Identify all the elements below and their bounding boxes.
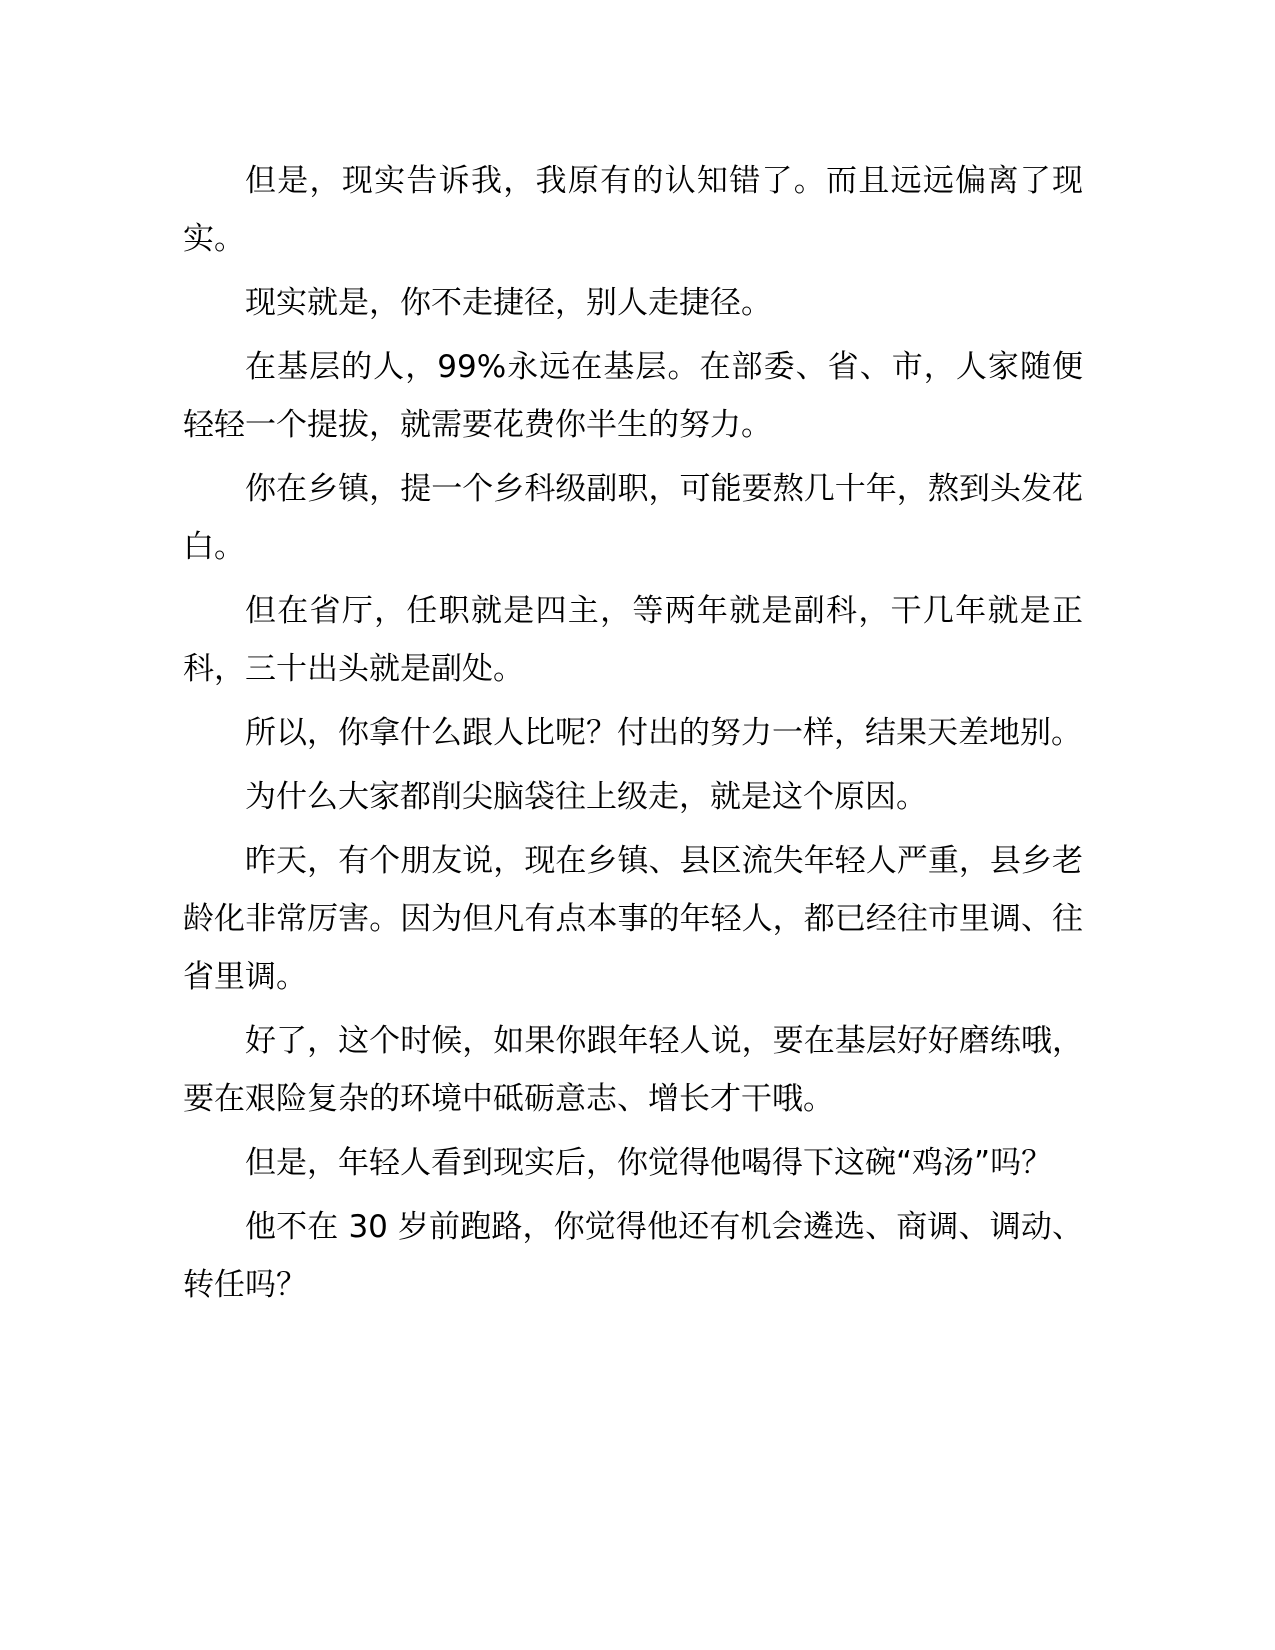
paragraph: 所以，你拿什么跟人比呢？付出的努力一样，结果天差地别。 — [245, 715, 1082, 751]
paragraph: 昨天，有个朋友说，现在乡镇、县区流失年轻人严重，县乡老龄化非常厉害。因为但凡有点本事的年轻人，都已经往市里调、往省里调。 — [183, 843, 1083, 995]
paragraph: 现实就是，你不走捷径，别人走捷径。 — [245, 285, 772, 321]
paragraph: 好了，这个时候，如果你跟年轻人说，要在基层好好磨练哦，要在艰险复杂的环境中砥砺意志、增长才干哦。 — [183, 1023, 1083, 1117]
paragraph: 为什么大家都削尖脑袋往上级走，就是这个原因。 — [245, 779, 927, 815]
paragraph: 你在乡镇，提一个乡科级副职，可能要熬几十年，熬到头发花白。 — [183, 471, 1083, 565]
paragraph: 但在省厅，任职就是四主，等两年就是副科，干几年就是正科，三十出头就是副处。 — [183, 593, 1083, 687]
document-body — [183, 152, 1083, 1320]
paragraph: 在基层的人，99%永远在基层。在部委、省、市，人家随便轻轻一个提拔，就需要花费你半生的努力。 — [183, 349, 1083, 443]
paragraph: 他不在 30 岁前跑路，你觉得他还有机会遴选、商调、调动、转任吗？ — [183, 1209, 1083, 1303]
paragraph: 但是，现实告诉我，我原有的认知错了。而且远远偏离了现实。 — [183, 163, 1083, 257]
paragraph: 但是，年轻人看到现实后，你觉得他喝得下这碗“鸡汤”吗？ — [245, 1145, 1053, 1181]
